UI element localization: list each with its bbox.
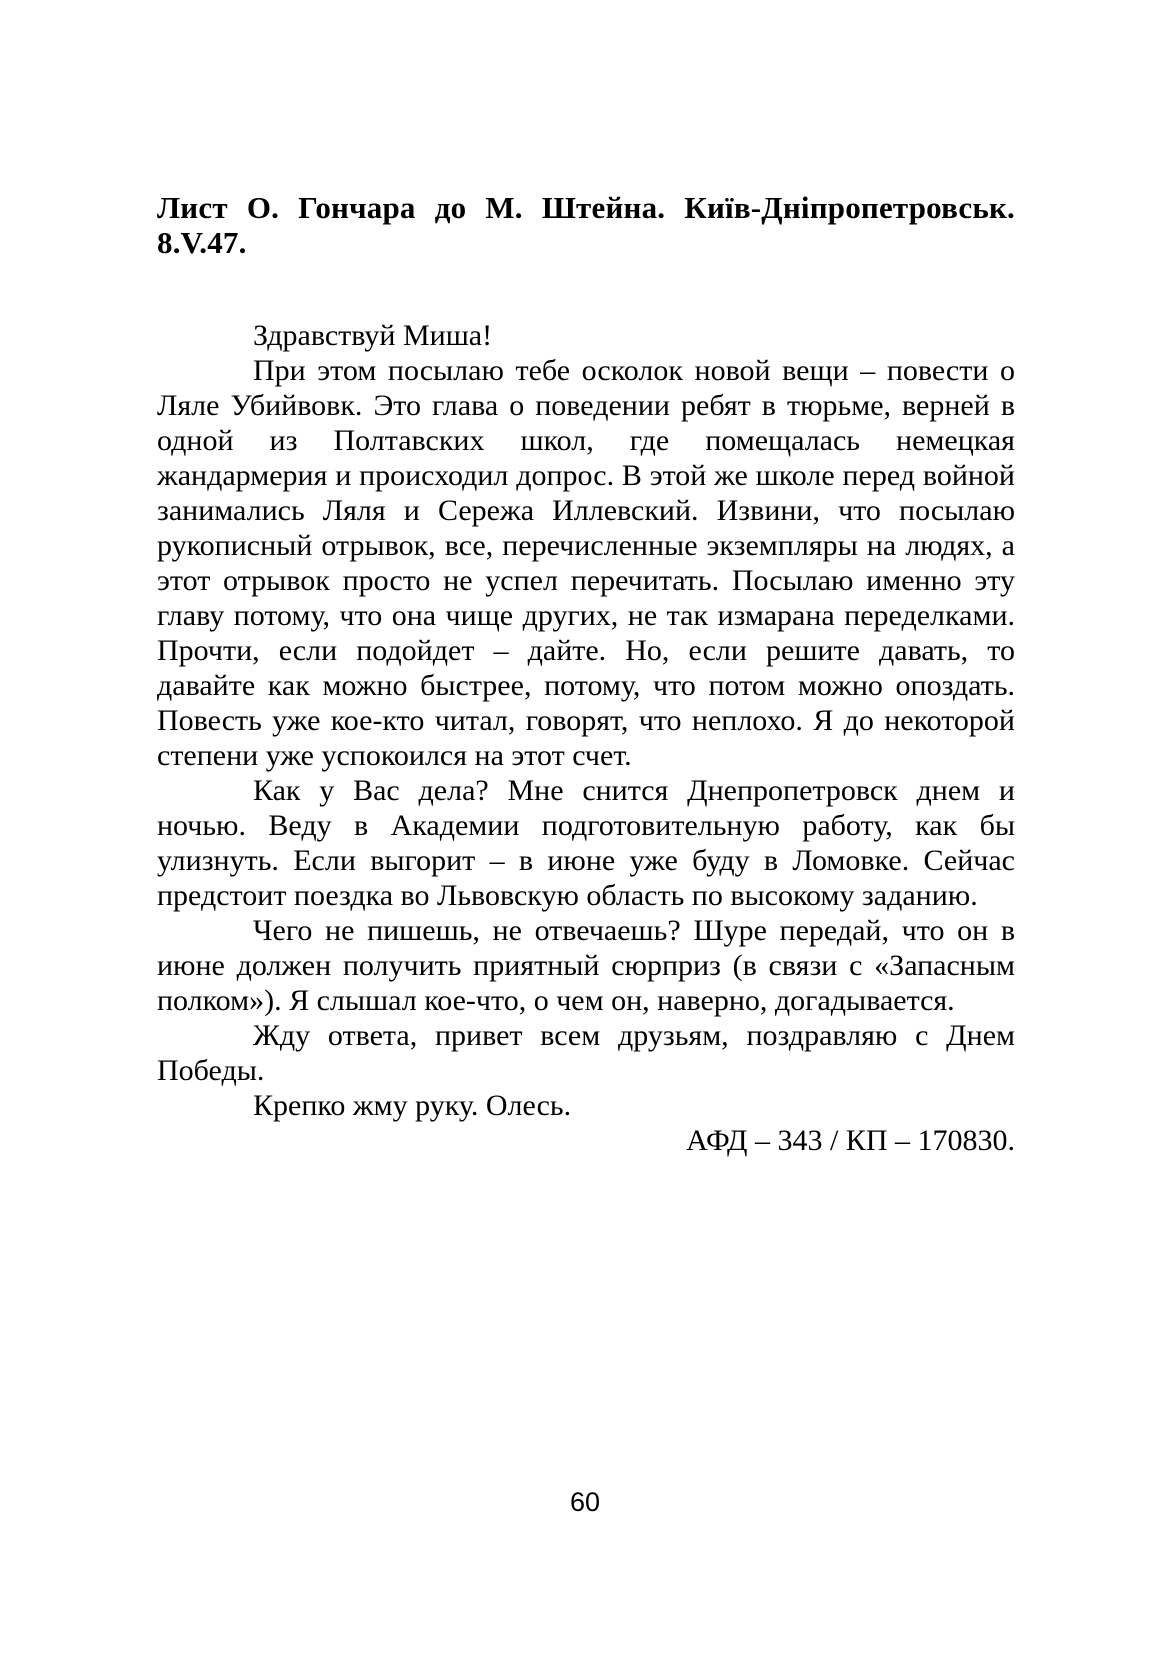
paragraph-victory-day: Жду ответа, привет всем друзьям, поздравляю с Днем Победы. <box>157 1019 1015 1087</box>
archive-reference: АФД – 343 / КП – 170830. <box>686 1124 1015 1157</box>
letter-page <box>157 190 1015 1158</box>
paragraph-shura: Чего не пишешь, не отвечаешь? Шуре передай, что он в июне должен получить приятный сюрприз (в связи с «Запасным полком»). Я слышал кое-что, о чем он, наверно, догадывается. <box>157 914 1015 1017</box>
document-title: Лист О. Гончара до М. Штейна. Київ-Дніпропетровськ. 8.V.47. <box>157 190 1015 260</box>
page-number: 60 <box>569 1487 601 1517</box>
greeting: Здравствуй Миша! <box>253 319 493 352</box>
paragraph-manuscript: При этом посылаю тебе осколок новой вещи – повести о Ляле Убийвовк. Это глава о поведении ребят в тюрьме, верней в одной из Полтавских школ, где помещалась немецкая жандармерия и происходил допрос. В этой же школе перед войной занимались Ляля и Сережа Иллевский. Извини, что посылаю рукописный отрывок, все, перечисленные экземпляры на людях, а этот отрывок просто не успел перечитать. Посылаю именно эту главу потому, что она чище других, не так измарана переделками. Прочти, если подойдет – дайте. Но, если решите давать, то давайте как можно быстрее, потому, что потом можно опоздать. Повесть уже кое-кто читал, говорят, что неплохо. Я до некоторой степени уже успокоился на этот счет. <box>157 354 1015 772</box>
closing-signature: Крепко жму руку. Олесь. <box>253 1089 572 1122</box>
paragraph-news: Как у Вас дела? Мне снится Днепропетровск днем и ночью. Веду в Академии подготовительную работу, как бы улизнуть. Если выгорит – в июне уже буду в Ломовке. Сейчас предстоит поездка во Львовскую область по высокому заданию. <box>157 774 1015 912</box>
letter-body <box>157 318 1015 1123</box>
